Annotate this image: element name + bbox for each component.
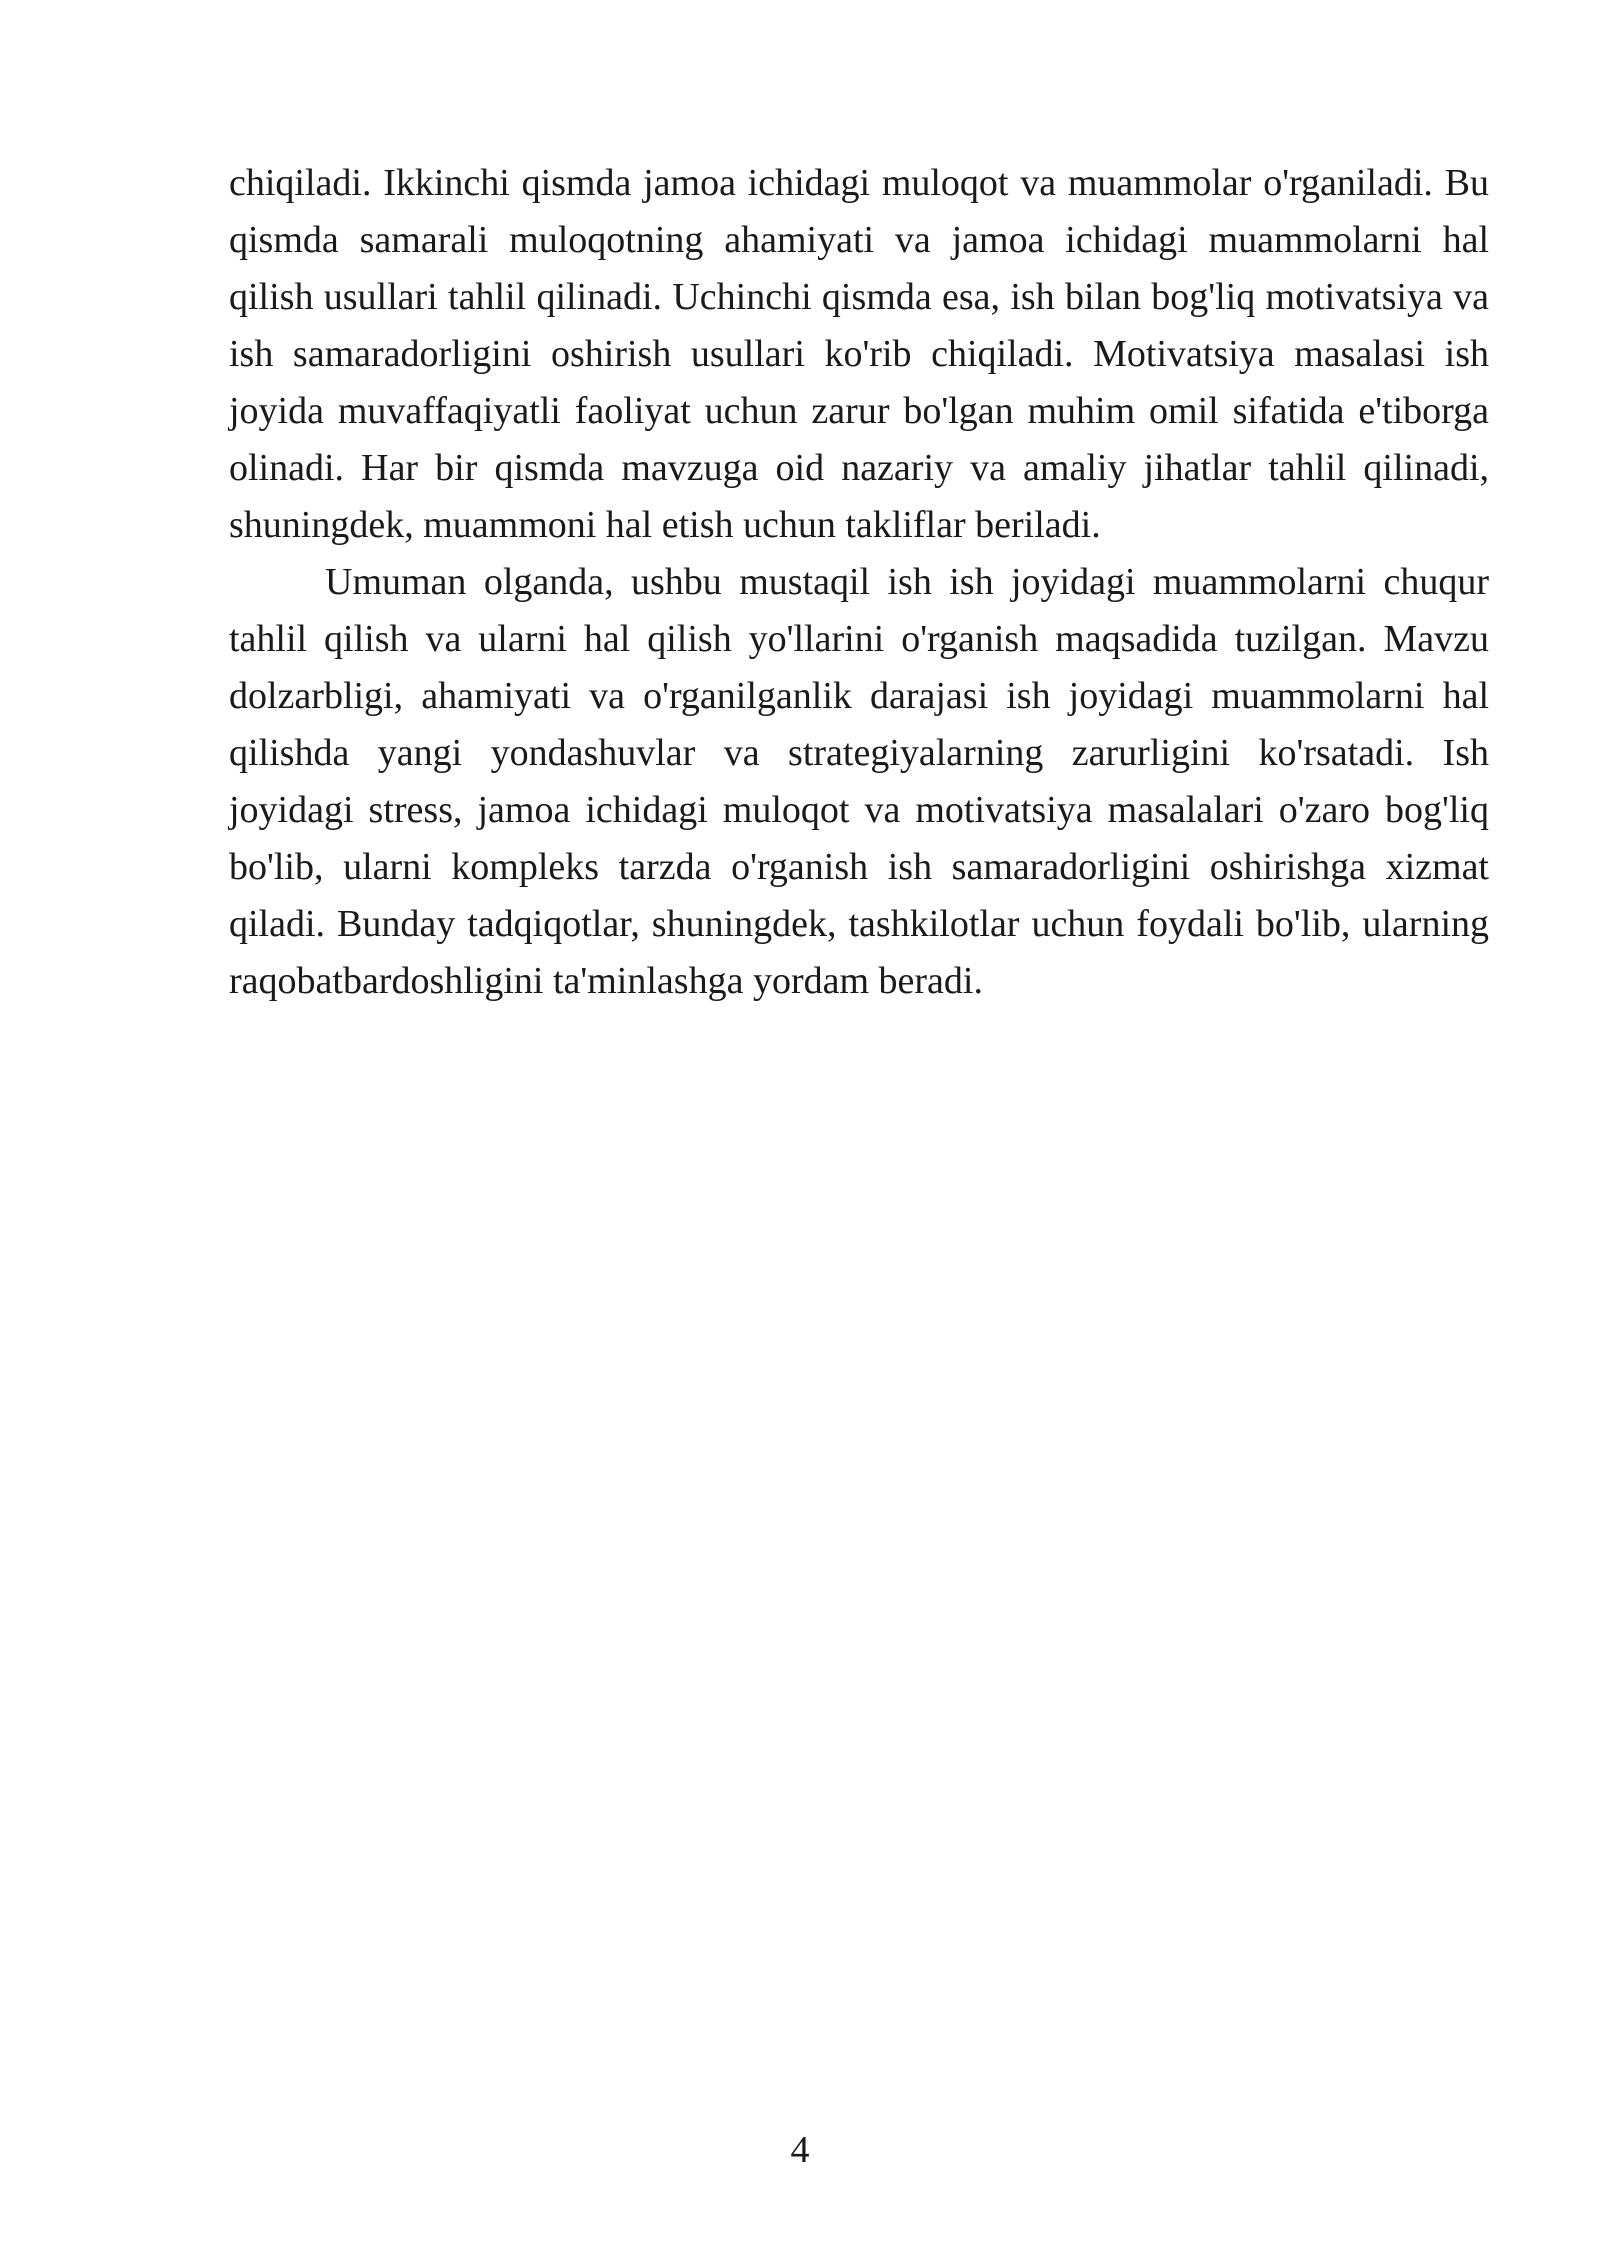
- paragraph-conclusion: Umuman olganda, ushbu mustaqil ish ish joyidagi muammolarni chuqur tahlil qilish va ularni hal qilish yo'llarini o'rganish maqsadida tuzilgan. Mavzu dolzarbligi, ahamiyati va o'rganilganlik darajasi ish joyidagi muammolarni hal qilishda yangi yondashuvlar va strategiyalarning zarurligini ko'rsatadi. Ish joyidagi stress, jamoa ichidagi muloqot va motivatsiya masalalari o'zaro bog'liq bo'lib, ularni kompleks tarzda o'rganish ish samaradorligini oshirishga xizmat qiladi. Bunday tadqiqotlar, shuningdek, tashkilotlar uchun foydali bo'lib, ularning raqobatbardoshligini ta'minlashga yordam beradi.: [229, 561, 1489, 1002]
- page-number: 4: [790, 2129, 810, 2171]
- paragraph-continuation: chiqiladi. Ikkinchi qismda jamoa ichidagi muloqot va muammolar o'rganiladi. Bu qismda samarali muloqotning ahamiyati va jamoa ichidagi muammolarni hal qilish usullari tahlil qilinadi. Uchinchi qismda esa, ish bilan bog'liq motivatsiya va ish samaradorligini oshirish usullari ko'rib chiqiladi. Motivatsiya masalasi ish joyida muvaffaqiyatli faoliyat uchun zarur bo'lgan muhim omil sifatida e'tiborga olinadi. Har bir qismda mavzuga oid nazariy va amaliy jihatlar tahlil qilinadi, shuningdek, muammoni hal etish uchun takliflar beriladi.: [229, 162, 1489, 546]
- body-text: [229, 155, 1489, 1010]
